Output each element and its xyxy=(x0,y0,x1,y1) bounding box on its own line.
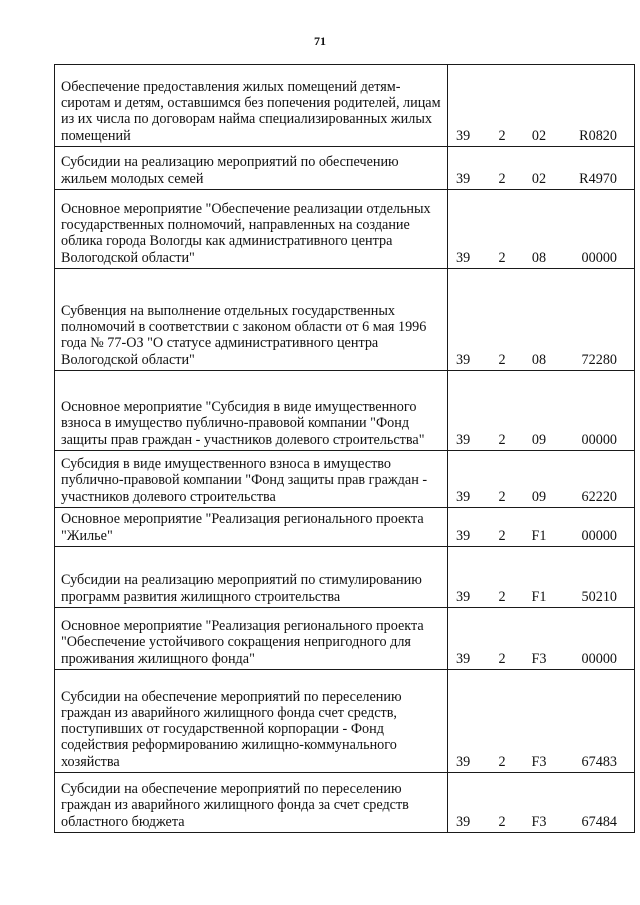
table-row xyxy=(55,65,635,147)
table-row xyxy=(55,269,635,371)
row-codes xyxy=(448,147,635,190)
code-group: 39 xyxy=(456,127,471,144)
code-group: 39 xyxy=(456,813,471,830)
code-measure: 09 xyxy=(531,431,547,448)
row-codes xyxy=(448,451,635,508)
table-row xyxy=(55,147,635,190)
code-direction: 50210 xyxy=(581,588,617,605)
code-direction: 00000 xyxy=(581,431,617,448)
table-row xyxy=(55,670,635,773)
table-row xyxy=(55,608,635,670)
row-codes xyxy=(448,269,635,371)
table-row xyxy=(55,190,635,269)
code-group: 39 xyxy=(456,753,471,770)
row-description: Основное мероприятие "Субсидия в виде имущественного взноса в имущество публично-правовой компании "Фонд защиты прав граждан - участников долевого строительства" xyxy=(55,371,448,451)
row-codes xyxy=(448,371,635,451)
code-subprogram: 2 xyxy=(498,813,506,830)
code-measure: F3 xyxy=(531,650,547,667)
code-direction: 67484 xyxy=(581,813,617,830)
code-measure: 08 xyxy=(531,351,547,368)
code-direction: 72280 xyxy=(581,351,617,368)
code-subprogram: 2 xyxy=(498,527,506,544)
code-measure: F1 xyxy=(531,527,547,544)
row-description: Субсидия в виде имущественного взноса в имущество публично-правовой компании "Фонд защиты прав граждан - участников долевого строительства xyxy=(55,451,448,508)
row-codes xyxy=(448,547,635,608)
code-direction: 62220 xyxy=(581,488,617,505)
row-description: Основное мероприятие "Обеспечение реализации отдельных государственных полномочий, направленных на создание облика города Вологды как административного центра Вологодской области" xyxy=(55,190,448,269)
code-group: 39 xyxy=(456,488,471,505)
code-subprogram: 2 xyxy=(498,588,506,605)
code-direction: 00000 xyxy=(581,527,617,544)
code-subprogram: 2 xyxy=(498,488,506,505)
code-direction: 67483 xyxy=(581,753,617,770)
table-row xyxy=(55,371,635,451)
code-direction: 00000 xyxy=(581,650,617,667)
table-row xyxy=(55,773,635,833)
code-subprogram: 2 xyxy=(498,249,506,266)
code-subprogram: 2 xyxy=(498,351,506,368)
row-codes xyxy=(448,65,635,147)
budget-table xyxy=(54,64,635,833)
row-codes xyxy=(448,608,635,670)
code-measure: 02 xyxy=(531,170,547,187)
row-description: Обеспечение предоставления жилых помещений детям-сиротам и детям, оставшимся без попечения родителей, лицам из их числа по договорам найма специализированных жилых помещений xyxy=(55,65,448,147)
code-group: 39 xyxy=(456,431,471,448)
code-group: 39 xyxy=(456,527,471,544)
table-row xyxy=(55,451,635,508)
code-group: 39 xyxy=(456,351,471,368)
code-group: 39 xyxy=(456,588,471,605)
code-group: 39 xyxy=(456,170,471,187)
code-subprogram: 2 xyxy=(498,753,506,770)
code-direction: 00000 xyxy=(581,249,617,266)
row-description: Субсидии на реализацию мероприятий по стимулированию программ развития жилищного строительства xyxy=(55,547,448,608)
code-subprogram: 2 xyxy=(498,431,506,448)
code-subprogram: 2 xyxy=(498,170,506,187)
page-number: 71 xyxy=(314,34,326,48)
code-direction: R4970 xyxy=(579,170,617,187)
code-subprogram: 2 xyxy=(498,650,506,667)
row-codes xyxy=(448,190,635,269)
row-codes xyxy=(448,670,635,773)
table-row xyxy=(55,508,635,547)
code-group: 39 xyxy=(456,650,471,667)
code-measure: F1 xyxy=(531,588,547,605)
code-measure: F3 xyxy=(531,813,547,830)
code-subprogram: 2 xyxy=(498,127,506,144)
row-codes xyxy=(448,773,635,833)
table-row xyxy=(55,547,635,608)
code-measure: 09 xyxy=(531,488,547,505)
code-measure: 02 xyxy=(531,127,547,144)
row-description: Основное мероприятие "Реализация регионального проекта "Жилье" xyxy=(55,508,448,547)
row-description: Основное мероприятие "Реализация регионального проекта "Обеспечение устойчивого сокращения непригодного для проживания жилищного фонда" xyxy=(55,608,448,670)
row-description: Субсидии на реализацию мероприятий по обеспечению жильем молодых семей xyxy=(55,147,448,190)
code-measure: F3 xyxy=(531,753,547,770)
row-description: Субвенция на выполнение отдельных государственных полномочий в соответствии с законом области от 6 мая 1996 года № 77-ОЗ "О статусе административного центра Вологодской области" xyxy=(55,269,448,371)
row-codes xyxy=(448,508,635,547)
row-description: Субсидии на обеспечение мероприятий по переселению граждан из аварийного жилищного фонда за счет средств областного бюджета xyxy=(55,773,448,833)
code-direction: R0820 xyxy=(579,127,617,144)
row-description: Субсидии на обеспечение мероприятий по переселению граждан из аварийного жилищного фонда счет средств, поступивших от государственной корпорации - Фонд содействия реформированию жилищно-коммунального хозяйства xyxy=(55,670,448,773)
code-measure: 08 xyxy=(531,249,547,266)
code-group: 39 xyxy=(456,249,471,266)
